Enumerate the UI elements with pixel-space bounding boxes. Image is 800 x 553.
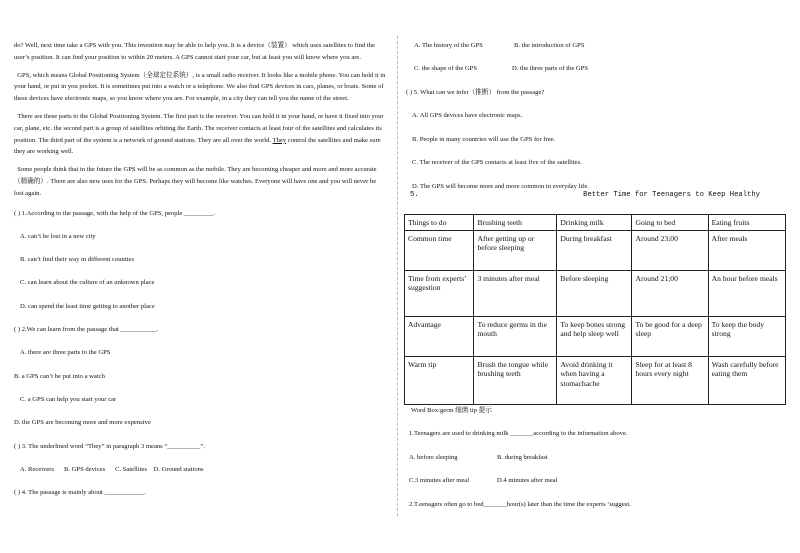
table-cell: Before sleeping [557, 270, 632, 316]
question-3: ( ) 3. The underlined word “They” in paragraph 3 means “__________”. [14, 442, 205, 450]
table-cell: Advantage [405, 316, 474, 356]
underlined-they: They [272, 136, 287, 144]
column-divider [397, 36, 399, 516]
table-cell: Sleep for at least 8 hours every night [632, 356, 708, 404]
q5-option-b: B. People in many countries will use the GPS for free. [412, 135, 556, 143]
question-4: ( ) 4. The passage is mainly about ____________. [14, 489, 146, 497]
left-column [14, 40, 386, 510]
paragraph-2-text: GPS, which means Global Positioning System（全球定位系统）, is a small radio receiver. It looks like a mobile phone. You can hold it in your hand, or put in you pocket. It is sometimes put into a watch or a telephone. We also find GPS devices in cars, planes, or boats. Some of these devices have electronic maps, so you know where you are. For example, in a city they can tell you the name of the street. [14, 71, 386, 103]
passage-paragraph-4 [14, 164, 386, 199]
question-2: ( ) 2.We can learn from the passage that ___________. [14, 326, 159, 334]
table-cell: Time from experts’ suggestion [405, 270, 474, 316]
section-number: 5. [410, 191, 419, 199]
health-time-table [404, 214, 786, 405]
passage-paragraph-1: do? Well, next time take a GPS with you. This invention may be able to help you. It is a device（装置） which uses satellites to find the user’s position. It can find your position to within 20 meters. A GPS cannot start your car, but at least you will know where you are. [14, 42, 375, 61]
wb-q1-option-a: A. before sleeping [409, 453, 458, 461]
q1-option-b: B. can’t find their way in different counties [20, 256, 135, 264]
q2-option-b: B. a GPS can’t be put into a watch [14, 372, 105, 380]
table-header-row [405, 215, 786, 231]
q4-option-a: A. The history of the GPS [414, 42, 483, 49]
wb-question-2: 2.T.eenagers often go to bed_______hour(s) later than the time the experts ‘suggest. [409, 500, 631, 508]
paragraph-3-end: control the satellites and make sure they are working well. [14, 136, 381, 156]
paragraph-3-text: There are three parts to the Global Positioning System. The first part is the receiver. You can hold it in your hand, or have it fixed into your car, plane, etc. the second part is a group of satellites orbiting the Earth. The receiver contacts at least four of the satellites and calculates its position. The third part of the system is a network of ground stations. They are all over the world. [14, 112, 384, 144]
wb-q1-option-b: B. during breakfast [497, 453, 548, 461]
q4-option-b: B. the introduction of GPS [514, 42, 585, 49]
table-cell: To keep the body strong [708, 316, 785, 356]
table-cell: Warm tip [405, 356, 474, 404]
q5-option-d: D. The GPS will become more and more common in everyday life. [412, 182, 589, 190]
table-row [405, 230, 786, 270]
q4-options-row-2 [414, 63, 786, 75]
right-column [406, 40, 786, 204]
wb-q1-option-c: C.3 minutes after meal [409, 477, 470, 485]
table-cell: Avoid drinking it when having a stomachache [557, 356, 632, 404]
table-cell: An hour before meals [708, 270, 785, 316]
q4-options-row-1 [414, 40, 786, 52]
passage-paragraph-2 [14, 70, 386, 105]
paragraph-4-text: Some people think that in the future the GPS will be as common as the mobile. They are becoming cheaper and more and more accurate（精确的）. There are also new uses for the GPS. Perhaps they will become like watches. Everyone will have one and you will never be lost again. [14, 166, 377, 197]
table-header-cell: Eating fruits [708, 215, 785, 231]
table-header-cell: Brushing teeth [474, 215, 557, 231]
wb-q1-option-d: D.4 minutes after meal [497, 477, 558, 485]
table-cell: Around 21;00 [632, 270, 708, 316]
wb-q1-options-row-2 [409, 475, 791, 487]
table-cell: Around 23;00 [632, 230, 708, 270]
wb-question-1: 1.Teenagers are used to drinking milk _______according to the information above. [409, 430, 628, 438]
passage-paragraph-3 [14, 111, 386, 158]
question-5: ( ) 5. What can we infer（推断） from the passage? [406, 88, 545, 96]
q2-option-a: A. there are three parts to the GPS [20, 349, 111, 357]
table-header-cell: Drinking milk [557, 215, 632, 231]
q2-option-c: C. a GPS can help you start your car [20, 395, 117, 403]
q5-option-a: A. All GPS devices have electronic maps. [412, 112, 523, 120]
word-box-section [411, 405, 791, 522]
table-header-cell: Going to bed [632, 215, 708, 231]
table-header-cell: Things to do [405, 215, 474, 231]
word-box-title: Word Box:germ 细菌 tip 提示 [411, 407, 492, 414]
table-cell: Common time [405, 230, 474, 270]
table-cell: To reduce germs in the mouth [474, 316, 557, 356]
table-cell: To keep bones strong and help sleep well [557, 316, 632, 356]
table-cell: 3 minutes after meal [474, 270, 557, 316]
q3-options: A. Receivers B. GPS devices C. Satellites D. Ground stations [20, 465, 204, 473]
q5-option-c: C. The receiver of the GPS contacts at least five of the satellites. [412, 159, 582, 167]
wb-q1-options-row-1 [409, 452, 791, 464]
question-1: ( ) 1.According to the passage, with the help of the GPS, people _________. [14, 209, 216, 217]
table-cell: After meals [708, 230, 785, 270]
q1-option-c: C. can learn about the culture of an unknown place [20, 279, 155, 287]
table-cell: To be good for a deep sleep [632, 316, 708, 356]
table-cell: Wash carefully before eating them [708, 356, 785, 404]
q1-option-a: A. can’t be lost in a new city [20, 232, 96, 240]
table-cell: Brush the tongue while brushing teeth [474, 356, 557, 404]
q4-option-d: D. the three parts of the GPS [512, 65, 588, 73]
q2-option-d: D. the GPS are becoming more and more expensive [14, 419, 151, 427]
table-row [405, 356, 786, 404]
q4-option-c: C. the shape of the GPS [414, 65, 478, 73]
section-title: Better Time for Teenagers to Keep Healthy [583, 191, 760, 199]
table-cell: During breakfast [557, 230, 632, 270]
table-cell: After getting up or before sleeping [474, 230, 557, 270]
table-row [405, 316, 786, 356]
q1-option-d: D. can spend the least time getting to another place [20, 302, 155, 310]
table-row [405, 270, 786, 316]
